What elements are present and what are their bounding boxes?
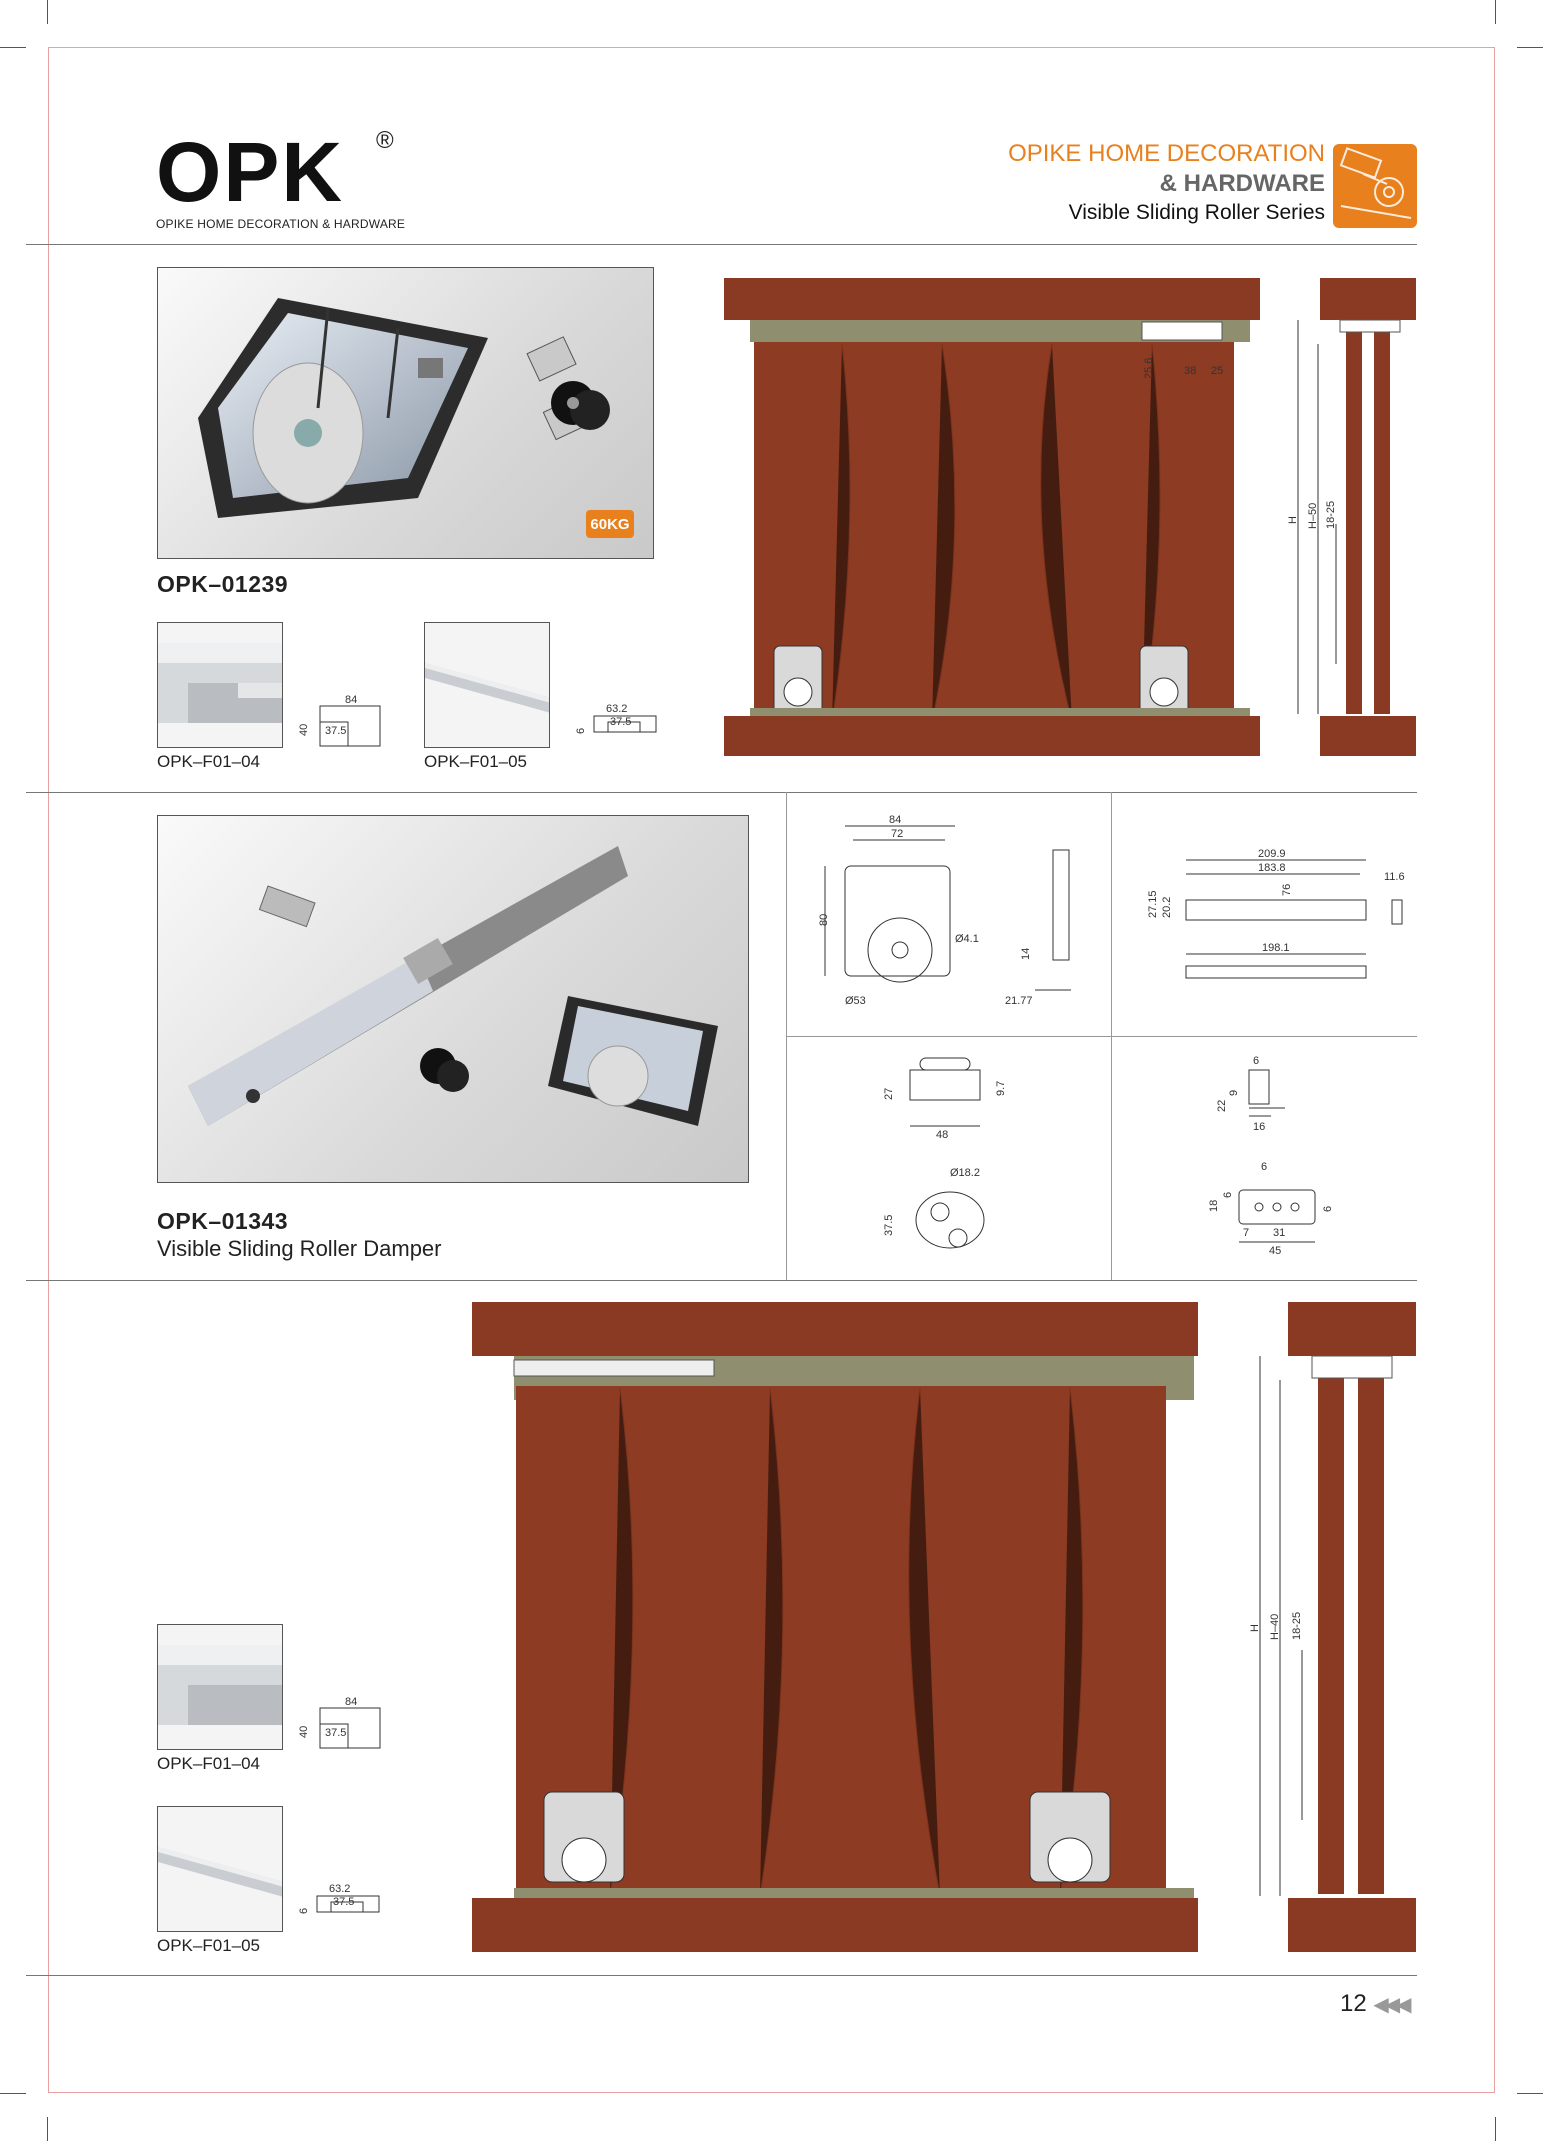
track-code-f01-04: OPK–F01–04 xyxy=(157,752,261,771)
dim-76: 76 xyxy=(1281,883,1293,896)
dim-18-25-b: 18-25 xyxy=(1291,1611,1303,1640)
dim-37-5b: 37.5 xyxy=(610,716,632,728)
dim-63-2b: 63.2 xyxy=(329,1883,351,1895)
crop-mark xyxy=(47,2117,48,2141)
product-name-01343: Visible Sliding Roller Damper xyxy=(157,1236,442,1261)
track-profile-image xyxy=(158,1625,283,1750)
track-photo-f01-05-b xyxy=(157,1806,283,1932)
track-photo-f01-05 xyxy=(424,622,550,748)
dim-11-6: 11.6 xyxy=(1384,871,1405,883)
dim-d18-2: Ø18.2 xyxy=(950,1167,980,1179)
dim-37-5c: 37.5 xyxy=(883,1214,895,1236)
crop-mark xyxy=(0,2093,26,2094)
door-installation-diagram-1 xyxy=(722,274,1262,760)
bottom-wood-beam xyxy=(724,716,1260,756)
track-f01-05-dimension-b xyxy=(295,1880,385,1930)
dim-h-50: H–50 xyxy=(1307,502,1319,529)
dim-25-6: 25.6 xyxy=(1143,357,1155,379)
bottom-track xyxy=(750,708,1250,716)
crop-mark xyxy=(1495,2117,1496,2141)
dim-80: 80 xyxy=(818,913,830,926)
dim-183-8: 183.8 xyxy=(1258,862,1286,874)
divider xyxy=(26,1975,1417,1976)
roller-technical-drawing xyxy=(815,810,1105,1016)
load-badge-text: 60KG xyxy=(590,516,630,533)
track-code-f01-05: OPK–F01–05 xyxy=(424,752,528,771)
dim-37-5d: 37.5 xyxy=(325,1727,347,1739)
grid-divider xyxy=(786,1036,1417,1037)
dim-48: 48 xyxy=(936,1129,949,1141)
dim-6c: 6 xyxy=(1222,1191,1234,1198)
dim-21-77: 21.77 xyxy=(1005,995,1033,1007)
damper-technical-drawing xyxy=(1130,840,1420,990)
dim-40b: 40 xyxy=(298,1725,310,1738)
damper-photo-illustration xyxy=(158,816,749,1183)
crop-mark xyxy=(1517,2093,1543,2094)
door-side-view-2 xyxy=(1240,1300,1420,1956)
dim-d53: Ø53 xyxy=(845,995,866,1007)
logo-registered-mark: ® xyxy=(376,127,394,154)
bracket-technical-drawing xyxy=(880,1050,1030,1275)
page-number xyxy=(1340,1990,1408,2018)
track-f01-04-dimension-b xyxy=(295,1694,390,1754)
product-code-01239: OPK–01239 xyxy=(157,571,289,597)
dim-31: 31 xyxy=(1273,1227,1286,1239)
dim-18: 18 xyxy=(1208,1199,1220,1212)
logo-subtitle: OPIKE HOME DECORATION & HARDWARE xyxy=(156,217,406,231)
track-code-f01-05-b: OPK–F01–05 xyxy=(157,1936,261,1955)
dim-22: 22 xyxy=(1216,1099,1228,1112)
dim-h: H xyxy=(1287,516,1299,524)
dim-h-b: H xyxy=(1249,1624,1261,1632)
dim-6d: 6 xyxy=(1322,1205,1334,1212)
dim-18-25: 18-25 xyxy=(1325,500,1337,529)
header-brand-line: OPIKE HOME DECORATION xyxy=(1008,140,1325,167)
series-icon xyxy=(1333,144,1417,228)
dim-h-40: H–40 xyxy=(1269,1613,1281,1640)
dim-25: 25 xyxy=(1211,365,1224,377)
door-side-view-1 xyxy=(1280,274,1420,760)
load-badge xyxy=(586,510,634,538)
brand-logo xyxy=(156,125,406,231)
dim-20-2: 20.2 xyxy=(1161,896,1173,918)
dim-6b: 6 xyxy=(1261,1161,1268,1173)
dim-27: 27 xyxy=(883,1087,895,1100)
flat-track-image xyxy=(158,1807,283,1932)
dim-16: 16 xyxy=(1253,1121,1266,1133)
dim-37-5e: 37.5 xyxy=(333,1896,355,1908)
dim-38: 38 xyxy=(1184,365,1197,377)
track-profile-image xyxy=(158,623,283,748)
dim-84: 84 xyxy=(345,694,358,706)
dim-198-1: 198.1 xyxy=(1262,942,1290,954)
product-photo-01343 xyxy=(157,815,749,1183)
track-code-f01-04-b: OPK–F01–04 xyxy=(157,1754,261,1773)
dim-7: 7 xyxy=(1243,1227,1250,1239)
crop-mark xyxy=(47,0,48,24)
dim-6e: 6 xyxy=(298,1907,310,1914)
divider xyxy=(26,1280,1417,1281)
dim-37-5: 37.5 xyxy=(325,725,347,737)
dim-27-15: 27.15 xyxy=(1147,890,1159,918)
dim-6: 6 xyxy=(575,727,587,734)
dim-40: 40 xyxy=(298,723,310,736)
header-series-line: Visible Sliding Roller Series xyxy=(1068,201,1325,224)
track-photo-f01-04 xyxy=(157,622,283,748)
page-number-text: 12 xyxy=(1340,1990,1367,2017)
header-right xyxy=(1008,139,1325,227)
roller-sketch-icon xyxy=(1333,144,1417,228)
crop-mark xyxy=(1495,0,1496,24)
track-f01-04-dimension xyxy=(295,692,390,752)
dim-14: 14 xyxy=(1020,947,1032,960)
dim-84b: 84 xyxy=(889,814,902,826)
dim-63-2: 63.2 xyxy=(606,703,628,715)
header-hardware-line: & HARDWARE xyxy=(1159,170,1325,197)
divider xyxy=(26,244,1417,245)
dim-9-7: 9.7 xyxy=(995,1080,1007,1096)
track-photo-f01-04-b xyxy=(157,1624,283,1750)
crop-mark xyxy=(1517,47,1543,48)
product-code-01343: OPK–01343 xyxy=(157,1208,289,1234)
top-wood-beam xyxy=(724,278,1260,320)
dim-9: 9 xyxy=(1228,1089,1240,1096)
dim-6a: 6 xyxy=(1253,1055,1260,1067)
crop-mark xyxy=(0,47,26,48)
track-f01-05-dimension xyxy=(572,700,662,750)
dim-d4-1: Ø4.1 xyxy=(955,933,979,945)
arrow-left-icon: ◀◀◀ xyxy=(1373,1994,1408,2016)
product-photo-01239 xyxy=(157,267,654,559)
logo-text: OPK xyxy=(156,125,345,219)
door-installation-diagram-2 xyxy=(470,1300,1200,1956)
roller-photo-illustration xyxy=(158,268,654,559)
flat-track-image xyxy=(425,623,550,748)
plate-technical-drawing xyxy=(1205,1050,1385,1275)
dim-45: 45 xyxy=(1269,1245,1282,1257)
dim-84c: 84 xyxy=(345,1696,358,1708)
dim-72: 72 xyxy=(891,828,904,840)
dim-209-9: 209.9 xyxy=(1258,848,1286,860)
divider xyxy=(26,792,1417,793)
